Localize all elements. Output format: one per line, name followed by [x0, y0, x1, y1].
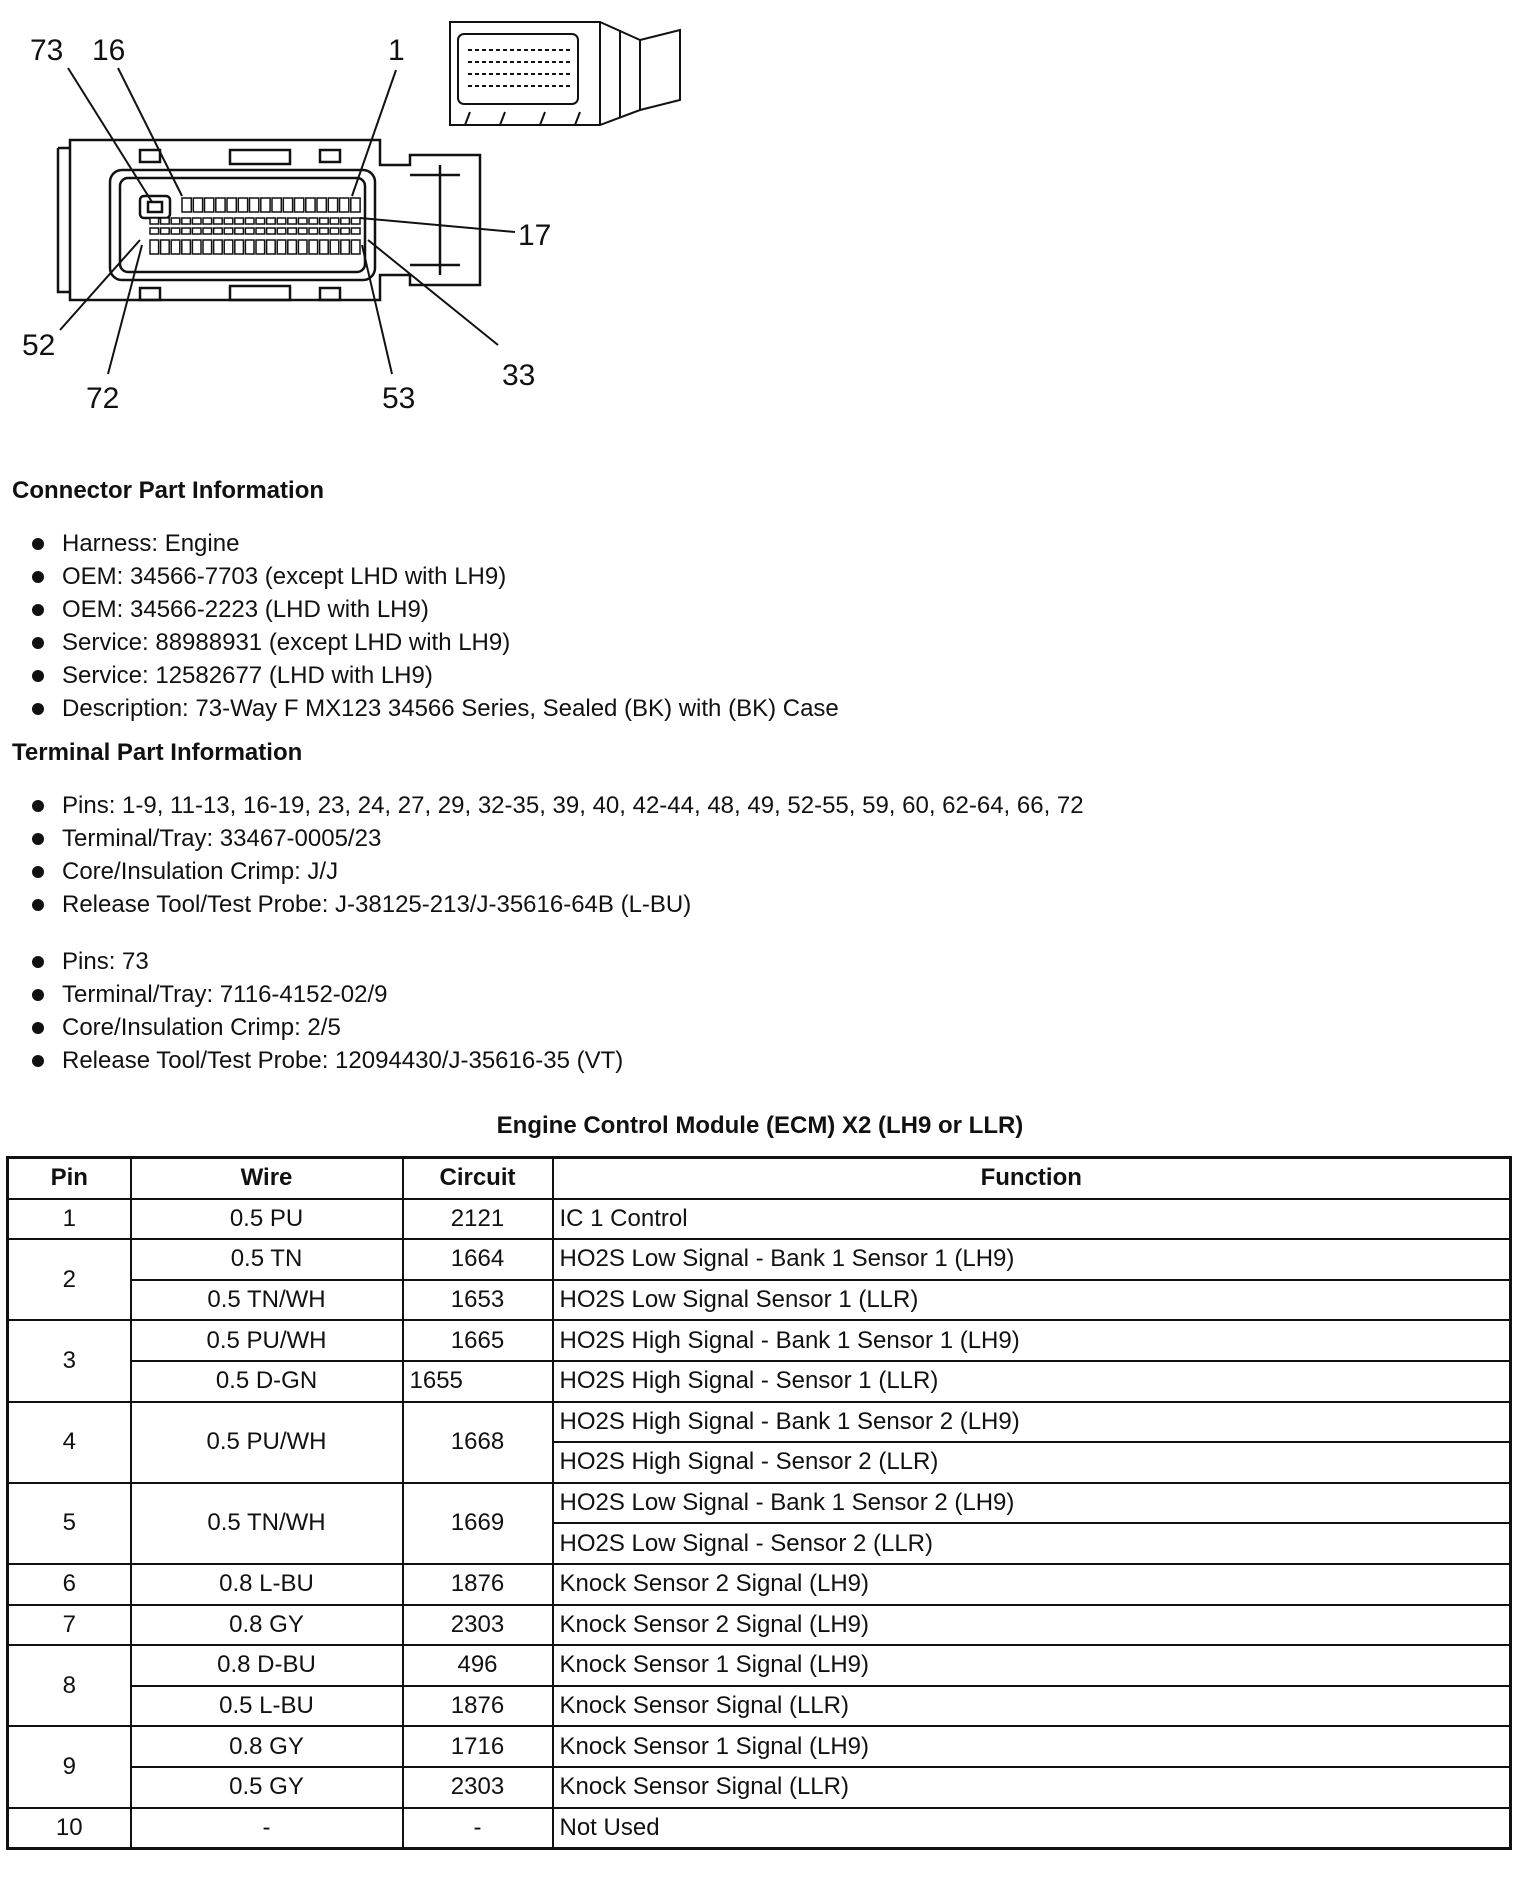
pin-cavity — [351, 198, 360, 212]
pin-cavity — [295, 198, 304, 212]
cell-wire: 0.8 GY — [131, 1726, 403, 1767]
table-row — [8, 1726, 1511, 1767]
cell-function: Not Used — [553, 1808, 1511, 1849]
pin-cavity — [351, 228, 360, 234]
list-item: Pins: 73 — [30, 945, 623, 978]
pin-cavity — [192, 218, 201, 224]
cell-wire: 0.5 PU/WH — [131, 1320, 403, 1361]
cell-circuit: 1655 — [403, 1361, 553, 1402]
list-item: OEM: 34566-2223 (LHD with LH9) — [30, 593, 839, 626]
pin-cavity — [245, 228, 254, 234]
pin-cavity — [214, 218, 223, 224]
header-pin: Pin — [8, 1158, 131, 1199]
pin-cavity — [277, 240, 286, 254]
pin-cavity — [192, 228, 201, 234]
pin-cavity — [309, 240, 318, 254]
pin-cavity — [330, 218, 339, 224]
pin-label-72: 72 — [86, 382, 120, 415]
cell-circuit: 1669 — [403, 1483, 553, 1564]
terminal-info-list-2 — [30, 945, 623, 1077]
pin-cavity — [193, 198, 202, 212]
connector-diagram — [0, 0, 700, 440]
connector-info-title: Connector Part Information — [12, 477, 325, 504]
pin-cavities — [150, 198, 360, 254]
cell-circuit: - — [403, 1808, 553, 1849]
pin-cavity — [330, 228, 339, 234]
table-row — [8, 1199, 1511, 1240]
cell-function: Knock Sensor 1 Signal (LH9) — [553, 1726, 1511, 1767]
table-row — [8, 1361, 1511, 1402]
list-item: Pins: 1-9, 11-13, 16-19, 23, 24, 27, 29, 32-35, 39, 40, 42-44, 48, 49, 52-55, 59, 60, 62-64, 66, 72 — [30, 789, 1084, 822]
pin-cavity — [214, 240, 223, 254]
pin-cavity — [267, 228, 276, 234]
cell-function: HO2S High Signal - Bank 1 Sensor 2 (LH9) — [553, 1402, 1511, 1443]
pin-cavity — [250, 198, 259, 212]
pin-label-16: 16 — [92, 34, 126, 67]
cell-wire: 0.8 GY — [131, 1605, 403, 1646]
pin-cavity — [161, 240, 170, 254]
table-row — [8, 1402, 1511, 1443]
cell-wire: 0.5 GY — [131, 1767, 403, 1808]
cell-wire: 0.5 TN/WH — [131, 1280, 403, 1321]
pin-cavity — [277, 218, 286, 224]
cell-circuit: 496 — [403, 1645, 553, 1686]
table-caption: Engine Control Module (ECM) X2 (LH9 or LLR) — [496, 1112, 1024, 1139]
pin-cavity — [320, 228, 329, 234]
table-row — [8, 1808, 1511, 1849]
pin-cavity — [150, 240, 159, 254]
pin-cavity — [288, 228, 297, 234]
table-row — [8, 1767, 1511, 1808]
pin-cavity — [171, 240, 180, 254]
pin-label-1: 1 — [388, 34, 405, 67]
pin-cavity — [182, 218, 191, 224]
pin-cavity — [298, 240, 307, 254]
cell-wire: 0.5 PU/WH — [131, 1402, 403, 1483]
cell-wire: - — [131, 1808, 403, 1849]
cell-function: HO2S Low Signal - Bank 1 Sensor 1 (LH9) — [553, 1239, 1511, 1280]
pin-label-33: 33 — [502, 359, 536, 392]
pin-cavity — [192, 240, 201, 254]
list-item: Description: 73-Way F MX123 34566 Series, Sealed (BK) with (BK) Case — [30, 692, 839, 725]
pin-cavity — [227, 198, 236, 212]
pin-cavity — [224, 228, 233, 234]
pin-cavity — [182, 240, 191, 254]
cell-function: HO2S Low Signal - Sensor 2 (LLR) — [553, 1523, 1511, 1564]
cell-wire: 0.5 TN — [131, 1239, 403, 1280]
cell-function: HO2S Low Signal - Bank 1 Sensor 2 (LH9) — [553, 1483, 1511, 1524]
pin-cavity — [351, 240, 360, 254]
cell-function: Knock Sensor 2 Signal (LH9) — [553, 1564, 1511, 1605]
pin-cavity — [224, 240, 233, 254]
pin-cavity — [320, 218, 329, 224]
cell-circuit: 1716 — [403, 1726, 553, 1767]
pin-cavity — [171, 218, 180, 224]
cell-function: HO2S High Signal - Sensor 1 (LLR) — [553, 1361, 1511, 1402]
cell-function: HO2S Low Signal Sensor 1 (LLR) — [553, 1280, 1511, 1321]
table-row — [8, 1605, 1511, 1646]
pin-cavity — [261, 198, 270, 212]
pin-cavity — [150, 228, 159, 234]
cell-function: HO2S High Signal - Bank 1 Sensor 1 (LH9) — [553, 1320, 1511, 1361]
list-item: OEM: 34566-7703 (except LHD with LH9) — [30, 560, 839, 593]
cell-circuit: 1653 — [403, 1280, 553, 1321]
pin-cavity — [224, 218, 233, 224]
pin-label-17: 17 — [518, 219, 552, 252]
pin-cavity — [256, 218, 265, 224]
cell-wire: 0.5 TN/WH — [131, 1483, 403, 1564]
list-item: Core/Insulation Crimp: J/J — [30, 855, 1084, 888]
cell-circuit: 2303 — [403, 1767, 553, 1808]
cell-function: Knock Sensor 1 Signal (LH9) — [553, 1645, 1511, 1686]
pin-cavity — [351, 218, 360, 224]
pin-cavity — [245, 240, 254, 254]
header-function: Function — [553, 1158, 1511, 1199]
list-item: Terminal/Tray: 33467-0005/23 — [30, 822, 1084, 855]
pin-cavity — [341, 218, 350, 224]
pin-cavity — [309, 228, 318, 234]
pin-cavity — [341, 228, 350, 234]
pin-cavity — [238, 198, 247, 212]
pin-cavity — [256, 240, 265, 254]
terminal-info-list-1 — [30, 789, 1084, 921]
cell-pin: 8 — [8, 1645, 131, 1726]
table-row — [8, 1564, 1511, 1605]
pin-label-73: 73 — [30, 34, 64, 67]
pin-cavity — [150, 218, 159, 224]
pin-cavity — [288, 240, 297, 254]
cell-circuit: 1876 — [403, 1686, 553, 1727]
pin-cavity — [283, 198, 292, 212]
cell-function: Knock Sensor Signal (LLR) — [553, 1686, 1511, 1727]
table-row — [8, 1280, 1511, 1321]
pin-cavity — [328, 198, 337, 212]
cell-pin: 10 — [8, 1808, 131, 1849]
pin-cavity — [267, 240, 276, 254]
cell-pin: 9 — [8, 1726, 131, 1807]
pin-cavity — [256, 228, 265, 234]
cell-pin: 5 — [8, 1483, 131, 1564]
pin-cavity — [203, 228, 212, 234]
table-row — [8, 1239, 1511, 1280]
cell-wire: 0.8 L-BU — [131, 1564, 403, 1605]
pin-cavity — [171, 228, 180, 234]
cell-pin: 1 — [8, 1199, 131, 1240]
list-item: Release Tool/Test Probe: J-38125-213/J-35616-64B (L-BU) — [30, 888, 1084, 921]
pin-cavity — [341, 240, 350, 254]
table-row — [8, 1645, 1511, 1686]
cell-wire: 0.5 L-BU — [131, 1686, 403, 1727]
table-row — [8, 1483, 1511, 1524]
cell-wire: 0.8 D-BU — [131, 1645, 403, 1686]
pin-cavity — [317, 198, 326, 212]
list-item: Core/Insulation Crimp: 2/5 — [30, 1011, 623, 1044]
table-row — [8, 1686, 1511, 1727]
connector-perspective-view — [450, 22, 680, 125]
cell-function: IC 1 Control — [553, 1199, 1511, 1240]
table-header-row — [8, 1158, 1511, 1199]
cell-circuit: 1668 — [403, 1402, 553, 1483]
pin-cavity — [203, 218, 212, 224]
table-row — [8, 1320, 1511, 1361]
pin-cavity — [235, 228, 244, 234]
terminal-info-title: Terminal Part Information — [12, 739, 303, 766]
pin-cavity — [267, 218, 276, 224]
pin-cavity — [182, 198, 191, 212]
cell-pin: 6 — [8, 1564, 131, 1605]
pin-cavity — [288, 218, 297, 224]
cell-wire: 0.5 D-GN — [131, 1361, 403, 1402]
cell-wire: 0.5 PU — [131, 1199, 403, 1240]
pin-cavity — [161, 218, 170, 224]
cell-circuit: 1665 — [403, 1320, 553, 1361]
cell-function: Knock Sensor Signal (LLR) — [553, 1767, 1511, 1808]
pin-cavity — [320, 240, 329, 254]
pin-cavity — [235, 240, 244, 254]
pinout-table — [6, 1156, 1512, 1850]
pin-cavity — [340, 198, 349, 212]
cell-circuit: 1664 — [403, 1239, 553, 1280]
pin-cavity — [298, 218, 307, 224]
pin-cavity — [205, 198, 214, 212]
cell-pin: 2 — [8, 1239, 131, 1320]
pin-cavity — [216, 198, 225, 212]
cell-circuit: 1876 — [403, 1564, 553, 1605]
list-item: Service: 12582677 (LHD with LH9) — [30, 659, 839, 692]
cell-circuit: 2121 — [403, 1199, 553, 1240]
pin-cavity — [245, 218, 254, 224]
pin-cavity — [306, 198, 315, 212]
cell-function: Knock Sensor 2 Signal (LH9) — [553, 1605, 1511, 1646]
list-item: Terminal/Tray: 7116-4152-02/9 — [30, 978, 623, 1011]
pin-cavity — [277, 228, 286, 234]
header-wire: Wire — [131, 1158, 403, 1199]
list-item: Release Tool/Test Probe: 12094430/J-35616-35 (VT) — [30, 1044, 623, 1077]
connector-info-list — [30, 527, 839, 725]
cell-pin: 3 — [8, 1320, 131, 1401]
pin-cavity — [309, 218, 318, 224]
cell-pin: 7 — [8, 1605, 131, 1646]
cell-function: HO2S High Signal - Sensor 2 (LLR) — [553, 1442, 1511, 1483]
pin-cavity — [235, 218, 244, 224]
list-item: Harness: Engine — [30, 527, 839, 560]
cell-circuit: 2303 — [403, 1605, 553, 1646]
pin-cavity — [330, 240, 339, 254]
pin-label-52: 52 — [22, 329, 56, 362]
pin-cavity — [298, 228, 307, 234]
list-item: Service: 88988931 (except LHD with LH9) — [30, 626, 839, 659]
header-circuit: Circuit — [403, 1158, 553, 1199]
pin-cavity — [203, 240, 212, 254]
pin-cavity — [272, 198, 281, 212]
pin-cavity — [161, 228, 170, 234]
pin-label-53: 53 — [382, 382, 416, 415]
pin-cavity — [182, 228, 191, 234]
cell-pin: 4 — [8, 1402, 131, 1483]
pin-cavity — [214, 228, 223, 234]
